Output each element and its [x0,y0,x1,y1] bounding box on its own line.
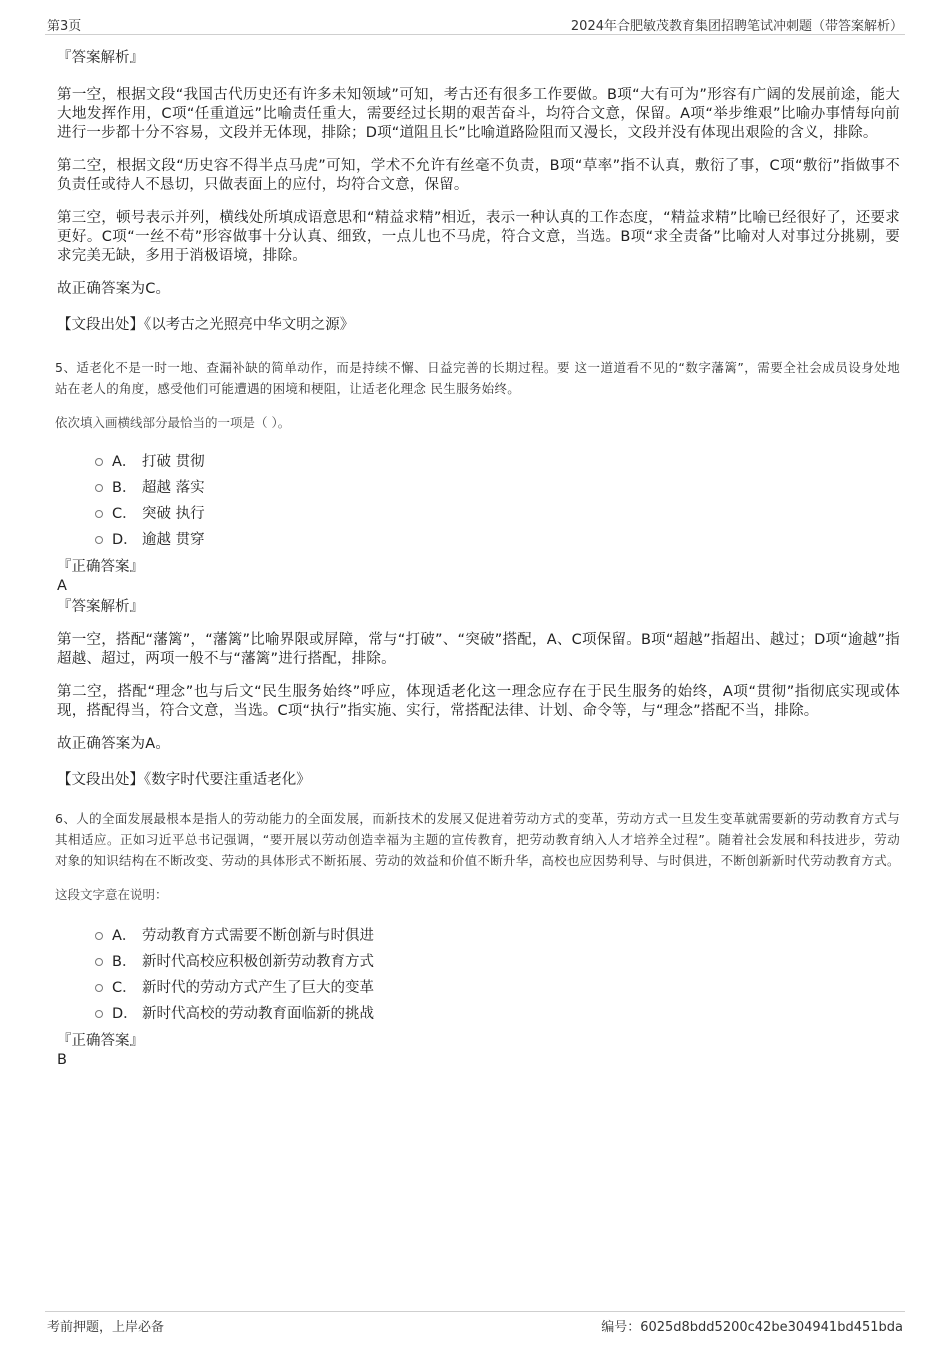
page-number: 第3页 [47,19,82,34]
footer-slogan: 考前押题，上岸必备 [47,1320,165,1335]
source-citation: 【文段出处】《数字时代要注重适老化》 [57,772,311,788]
analysis-paragraph: 第二空，搭配“理念”也与后文“民生服务始终”呼应，体现适老化这一理念应存在于民生服务的始终，A项“贯彻”指彻底实现或体现，搭配得当，符合文意，当选。C项“执行”指实施、实行，常搭配法律、计划、命令等，与“理念”搭配不当，排除。 [57,684,900,719]
correct-answer: B [57,1052,67,1068]
option-d[interactable]: D． 新时代高校的劳动教育面临新的挑战 [95,999,900,1025]
source-citation: 【文段出处】《以考古之光照亮中华文明之源》 [57,317,355,333]
question-stem: 5、适老化不是一时一地、查漏补缺的简单动作，而是持续不懈、日益完善的长期过程。要 这一道道看不见的“数字藩篱”，需要全社会成员设身处地站在老人的角度，感受他们可能遭遇的困境和梗阻，让适老化理念 民生服务始终。 [55,360,900,396]
radio-icon[interactable] [95,536,103,544]
page-content [55,40,900,1069]
radio-icon[interactable] [95,958,103,966]
radio-icon[interactable] [95,1010,103,1018]
option-b[interactable]: B． 新时代高校应积极创新劳动教育方式 [95,947,900,973]
answer-label: 『正确答案』 [57,559,144,575]
correct-answer: A [57,578,67,594]
radio-icon[interactable] [95,510,103,518]
analysis-paragraph: 第一空，根据文段“我国古代历史还有许多未知领域”可知，考古还有很多工作要做。B项“大有可为”形容有广阔的发展前途，能大大地发挥作用，C项“任重道远”比喻责任重大，需要经过长期的艰苦奋斗，均符合文意，保留。A项“举步维艰”比喻办事情每向前进行一步都十分不容易，文段并无体现，排除；D项“道阻且长”比喻道路险阻而又漫长，文段并没有体现出艰险的含义，排除。 [57,87,900,141]
options-list [95,921,900,1025]
conclusion: 故正确答案为A。 [57,736,171,752]
document-title: 2024年合肥敏茂教育集团招聘笔试冲刺题（带答案解析） [570,19,903,34]
document-id: 编号：6025d8bdd5200c42be304941bd451bda [601,1320,903,1335]
radio-icon[interactable] [95,458,103,466]
conclusion: 故正确答案为C。 [57,281,171,297]
page-header [45,14,905,35]
analysis-label: 『答案解析』 [57,599,144,615]
page-footer [45,1311,905,1336]
analysis-paragraph: 第一空，搭配“藩篱”，“藩篱”比喻界限或屏障，常与“打破”、“突破”搭配，A、C项保留。B项“超越”指超出、越过；D项“逾越”指超越、超过，两项一般不与“藩篱”进行搭配，排除。 [57,632,900,667]
question-prompt: 依次填入画横线部分最恰当的一项是（ ）。 [55,415,291,430]
radio-icon[interactable] [95,932,103,940]
question-stem: 6、人的全面发展最根本是指人的劳动能力的全面发展，而新技术的发展又促进着劳动方式的变革，劳动方式一旦发生变革就需要新的劳动教育方式与其相适应。正如习近平总书记强调，“要开展以劳动创造幸福为主题的宣传教育，把劳动教育纳入人才培养全过程”。随着社会发展和科技进步，劳动对象的知识结构在不断改变、劳动的具体形式不断拓展、劳动的效益和价值不断升华，高校也应因势利导、与时俱进，不断创新新时代劳动教育方式。 [55,811,900,868]
analysis-paragraph: 第三空，顿号表示并列，横线处所填成语意思和“精益求精”相近，表示一种认真的工作态度，“精益求精”比喻已经很好了，还要求更好。C项“一丝不苟”形容做事十分认真、细致，一点儿也不马虎，符合文意，当选。B项“求全责备”比喻对人对事过分挑剔，要求完美无缺，多用于消极语境，排除。 [57,210,900,264]
answer-label: 『正确答案』 [57,1033,144,1049]
analysis-paragraph: 第二空，根据文段“历史容不得半点马虎”可知，学术不允许有丝毫不负责，B项“草率”指不认真，敷衍了事，C项“敷衍”指做事不负责任或待人不恳切，只做表面上的应付，均符合文意，保留。 [57,158,900,193]
radio-icon[interactable] [95,984,103,992]
options-list [95,447,900,551]
option-c[interactable]: C． 新时代的劳动方式产生了巨大的变革 [95,973,900,999]
option-b[interactable]: B． 超越 落实 [95,473,900,499]
analysis-label: 『答案解析』 [57,50,144,66]
option-a[interactable]: A． 劳动教育方式需要不断创新与时俱进 [95,921,900,947]
option-d[interactable]: D． 逾越 贯穿 [95,525,900,551]
radio-icon[interactable] [95,484,103,492]
option-a[interactable]: A． 打破 贯彻 [95,447,900,473]
option-c[interactable]: C． 突破 执行 [95,499,900,525]
question-prompt: 这段文字意在说明： [55,887,168,902]
